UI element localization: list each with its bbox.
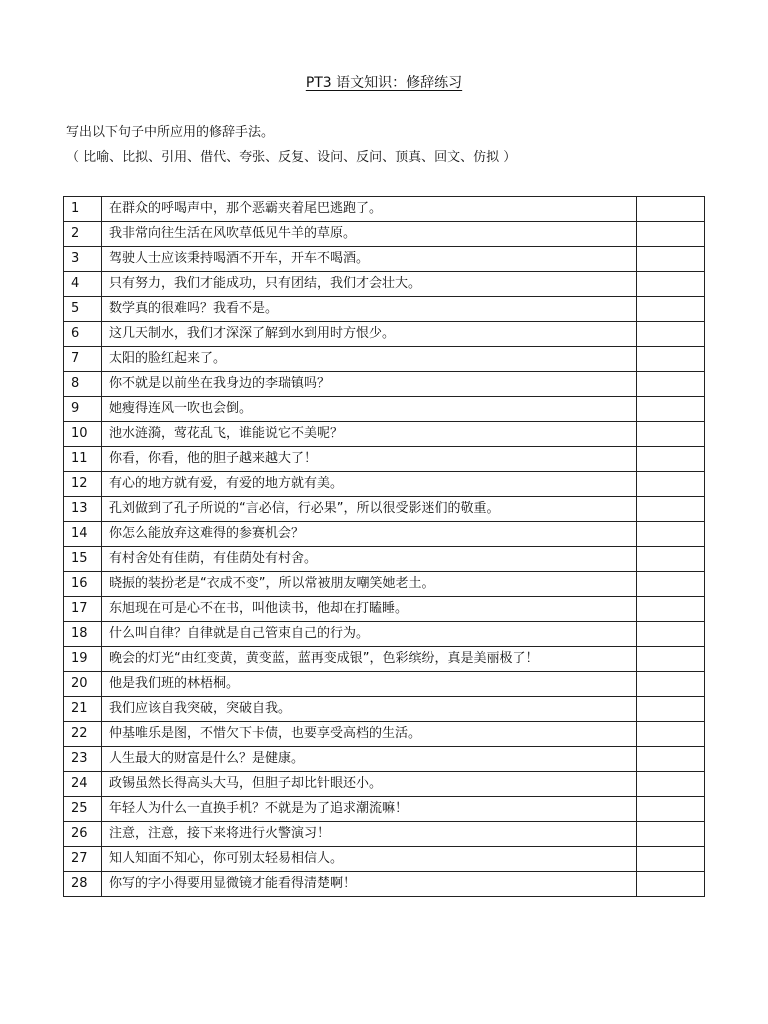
answer-cell[interactable]	[637, 522, 705, 547]
sentence-cell: 数学真的很难吗？我看不是。	[102, 297, 637, 322]
row-number: 21	[64, 697, 102, 722]
row-number: 25	[64, 797, 102, 822]
answer-cell[interactable]	[637, 422, 705, 447]
answer-cell[interactable]	[637, 222, 705, 247]
sentence-cell: 我非常向往生活在风吹草低见牛羊的草原。	[102, 222, 637, 247]
sentence-cell: 她瘦得连风一吹也会倒。	[102, 397, 637, 422]
row-number: 13	[64, 497, 102, 522]
row-number: 19	[64, 647, 102, 672]
answer-cell[interactable]	[637, 672, 705, 697]
answer-cell[interactable]	[637, 547, 705, 572]
instruction-text: 写出以下句子中所应用的修辞手法。	[66, 125, 275, 140]
sentence-cell: 你写的字小得要用显微镜才能看得清楚啊！	[102, 872, 637, 897]
sentence-cell: 孔刘做到了孔子所说的“言必信，行必果”，所以很受影迷们的敬重。	[102, 497, 637, 522]
answer-cell[interactable]	[637, 772, 705, 797]
table-row	[64, 372, 705, 397]
table-row	[64, 672, 705, 697]
row-number: 5	[64, 297, 102, 322]
row-number: 15	[64, 547, 102, 572]
sentence-cell: 仲基唯乐是图，不惜欠下卡债，也要享受高档的生活。	[102, 722, 637, 747]
sentence-cell: 什么叫自律？自律就是自己管束自己的行为。	[102, 622, 637, 647]
answer-cell[interactable]	[637, 247, 705, 272]
table-row	[64, 222, 705, 247]
row-number: 22	[64, 722, 102, 747]
sentence-cell: 你看，你看，他的胆子越来越大了！	[102, 447, 637, 472]
row-number: 16	[64, 572, 102, 597]
answer-cell[interactable]	[637, 647, 705, 672]
sentence-cell: 知人知面不知心，你可别太轻易相信人。	[102, 847, 637, 872]
answer-cell[interactable]	[637, 697, 705, 722]
sentence-cell: 晚会的灯光“由红变黄，黄变蓝，蓝再变成银”，色彩缤纷，真是美丽极了！	[102, 647, 637, 672]
answer-cell[interactable]	[637, 597, 705, 622]
answer-cell[interactable]	[637, 397, 705, 422]
answer-cell[interactable]	[637, 622, 705, 647]
row-number: 9	[64, 397, 102, 422]
answer-cell[interactable]	[637, 272, 705, 297]
answer-cell[interactable]	[637, 447, 705, 472]
row-number: 20	[64, 672, 102, 697]
sentence-cell: 在群众的呼喝声中，那个恶霸夹着尾巴逃跑了。	[102, 197, 637, 222]
answer-cell[interactable]	[637, 297, 705, 322]
row-number: 8	[64, 372, 102, 397]
sentence-cell: 人生最大的财富是什么？是健康。	[102, 747, 637, 772]
answer-cell[interactable]	[637, 497, 705, 522]
sentence-cell: 太阳的脸红起来了。	[102, 347, 637, 372]
answer-cell[interactable]	[637, 472, 705, 497]
table-row	[64, 572, 705, 597]
row-number: 17	[64, 597, 102, 622]
answer-cell[interactable]	[637, 372, 705, 397]
row-number: 11	[64, 447, 102, 472]
row-number: 4	[64, 272, 102, 297]
row-number: 26	[64, 822, 102, 847]
table-row	[64, 597, 705, 622]
table-row	[64, 497, 705, 522]
row-number: 27	[64, 847, 102, 872]
sentence-cell: 东旭现在可是心不在书，叫他读书，他却在打瞌睡。	[102, 597, 637, 622]
table-row	[64, 747, 705, 772]
row-number: 2	[64, 222, 102, 247]
row-number: 6	[64, 322, 102, 347]
table-row	[64, 197, 705, 222]
answer-cell[interactable]	[637, 197, 705, 222]
table-row	[64, 697, 705, 722]
answer-cell[interactable]	[637, 847, 705, 872]
table-row	[64, 647, 705, 672]
row-number: 14	[64, 522, 102, 547]
table-row	[64, 772, 705, 797]
page-title-text: PT3 语文知识：修辞练习	[305, 75, 463, 91]
exercise-table-body	[64, 197, 705, 897]
sentence-cell: 年轻人为什么一直换手机？不就是为了追求潮流嘛！	[102, 797, 637, 822]
row-number: 24	[64, 772, 102, 797]
table-row	[64, 347, 705, 372]
page-title	[0, 73, 768, 93]
table-row	[64, 397, 705, 422]
table-row	[64, 622, 705, 647]
exercise-table	[63, 196, 705, 897]
table-row	[64, 447, 705, 472]
sentence-cell: 这几天制水，我们才深深了解到水到用时方恨少。	[102, 322, 637, 347]
sentence-cell: 只有努力，我们才能成功，只有团结，我们才会壮大。	[102, 272, 637, 297]
table-row	[64, 322, 705, 347]
sentence-cell: 池水涟漪，莺花乱飞，谁能说它不美呢？	[102, 422, 637, 447]
sentence-cell: 我们应该自我突破，突破自我。	[102, 697, 637, 722]
table-row	[64, 822, 705, 847]
table-row	[64, 247, 705, 272]
table-row	[64, 847, 705, 872]
row-number: 10	[64, 422, 102, 447]
sentence-cell: 政锡虽然长得高头大马，但胆子却比针眼还小。	[102, 772, 637, 797]
sentence-cell: 晓振的装扮老是“衣成不变”，所以常被朋友嘲笑她老土。	[102, 572, 637, 597]
row-number: 18	[64, 622, 102, 647]
table-row	[64, 872, 705, 897]
sentence-cell: 你不就是以前坐在我身边的李瑞镇吗？	[102, 372, 637, 397]
answer-cell[interactable]	[637, 747, 705, 772]
answer-cell[interactable]	[637, 572, 705, 597]
row-number: 7	[64, 347, 102, 372]
table-row	[64, 472, 705, 497]
answer-cell[interactable]	[637, 347, 705, 372]
answer-cell[interactable]	[637, 872, 705, 897]
row-number: 3	[64, 247, 102, 272]
answer-cell[interactable]	[637, 722, 705, 747]
answer-cell[interactable]	[637, 322, 705, 347]
table-row	[64, 272, 705, 297]
sentence-cell: 驾驶人士应该秉持喝酒不开车，开车不喝酒。	[102, 247, 637, 272]
table-row	[64, 522, 705, 547]
sentence-cell: 他是我们班的林梧桐。	[102, 672, 637, 697]
sentence-cell: 你怎么能放弃这难得的参赛机会？	[102, 522, 637, 547]
sentence-cell: 有心的地方就有爱，有爱的地方就有美。	[102, 472, 637, 497]
table-row	[64, 547, 705, 572]
table-row	[64, 797, 705, 822]
table-row	[64, 297, 705, 322]
rhetoric-options-list: （ 比喻、比拟、引用、借代、夸张、反复、设问、反问、顶真、回文、仿拟 ）	[66, 150, 517, 165]
table-row	[64, 722, 705, 747]
row-number: 23	[64, 747, 102, 772]
row-number: 1	[64, 197, 102, 222]
sentence-cell: 有村舍处有佳荫，有佳荫处有村舍。	[102, 547, 637, 572]
row-number: 28	[64, 872, 102, 897]
sentence-cell: 注意，注意，接下来将进行火警演习！	[102, 822, 637, 847]
table-row	[64, 422, 705, 447]
row-number: 12	[64, 472, 102, 497]
answer-cell[interactable]	[637, 797, 705, 822]
answer-cell[interactable]	[637, 822, 705, 847]
